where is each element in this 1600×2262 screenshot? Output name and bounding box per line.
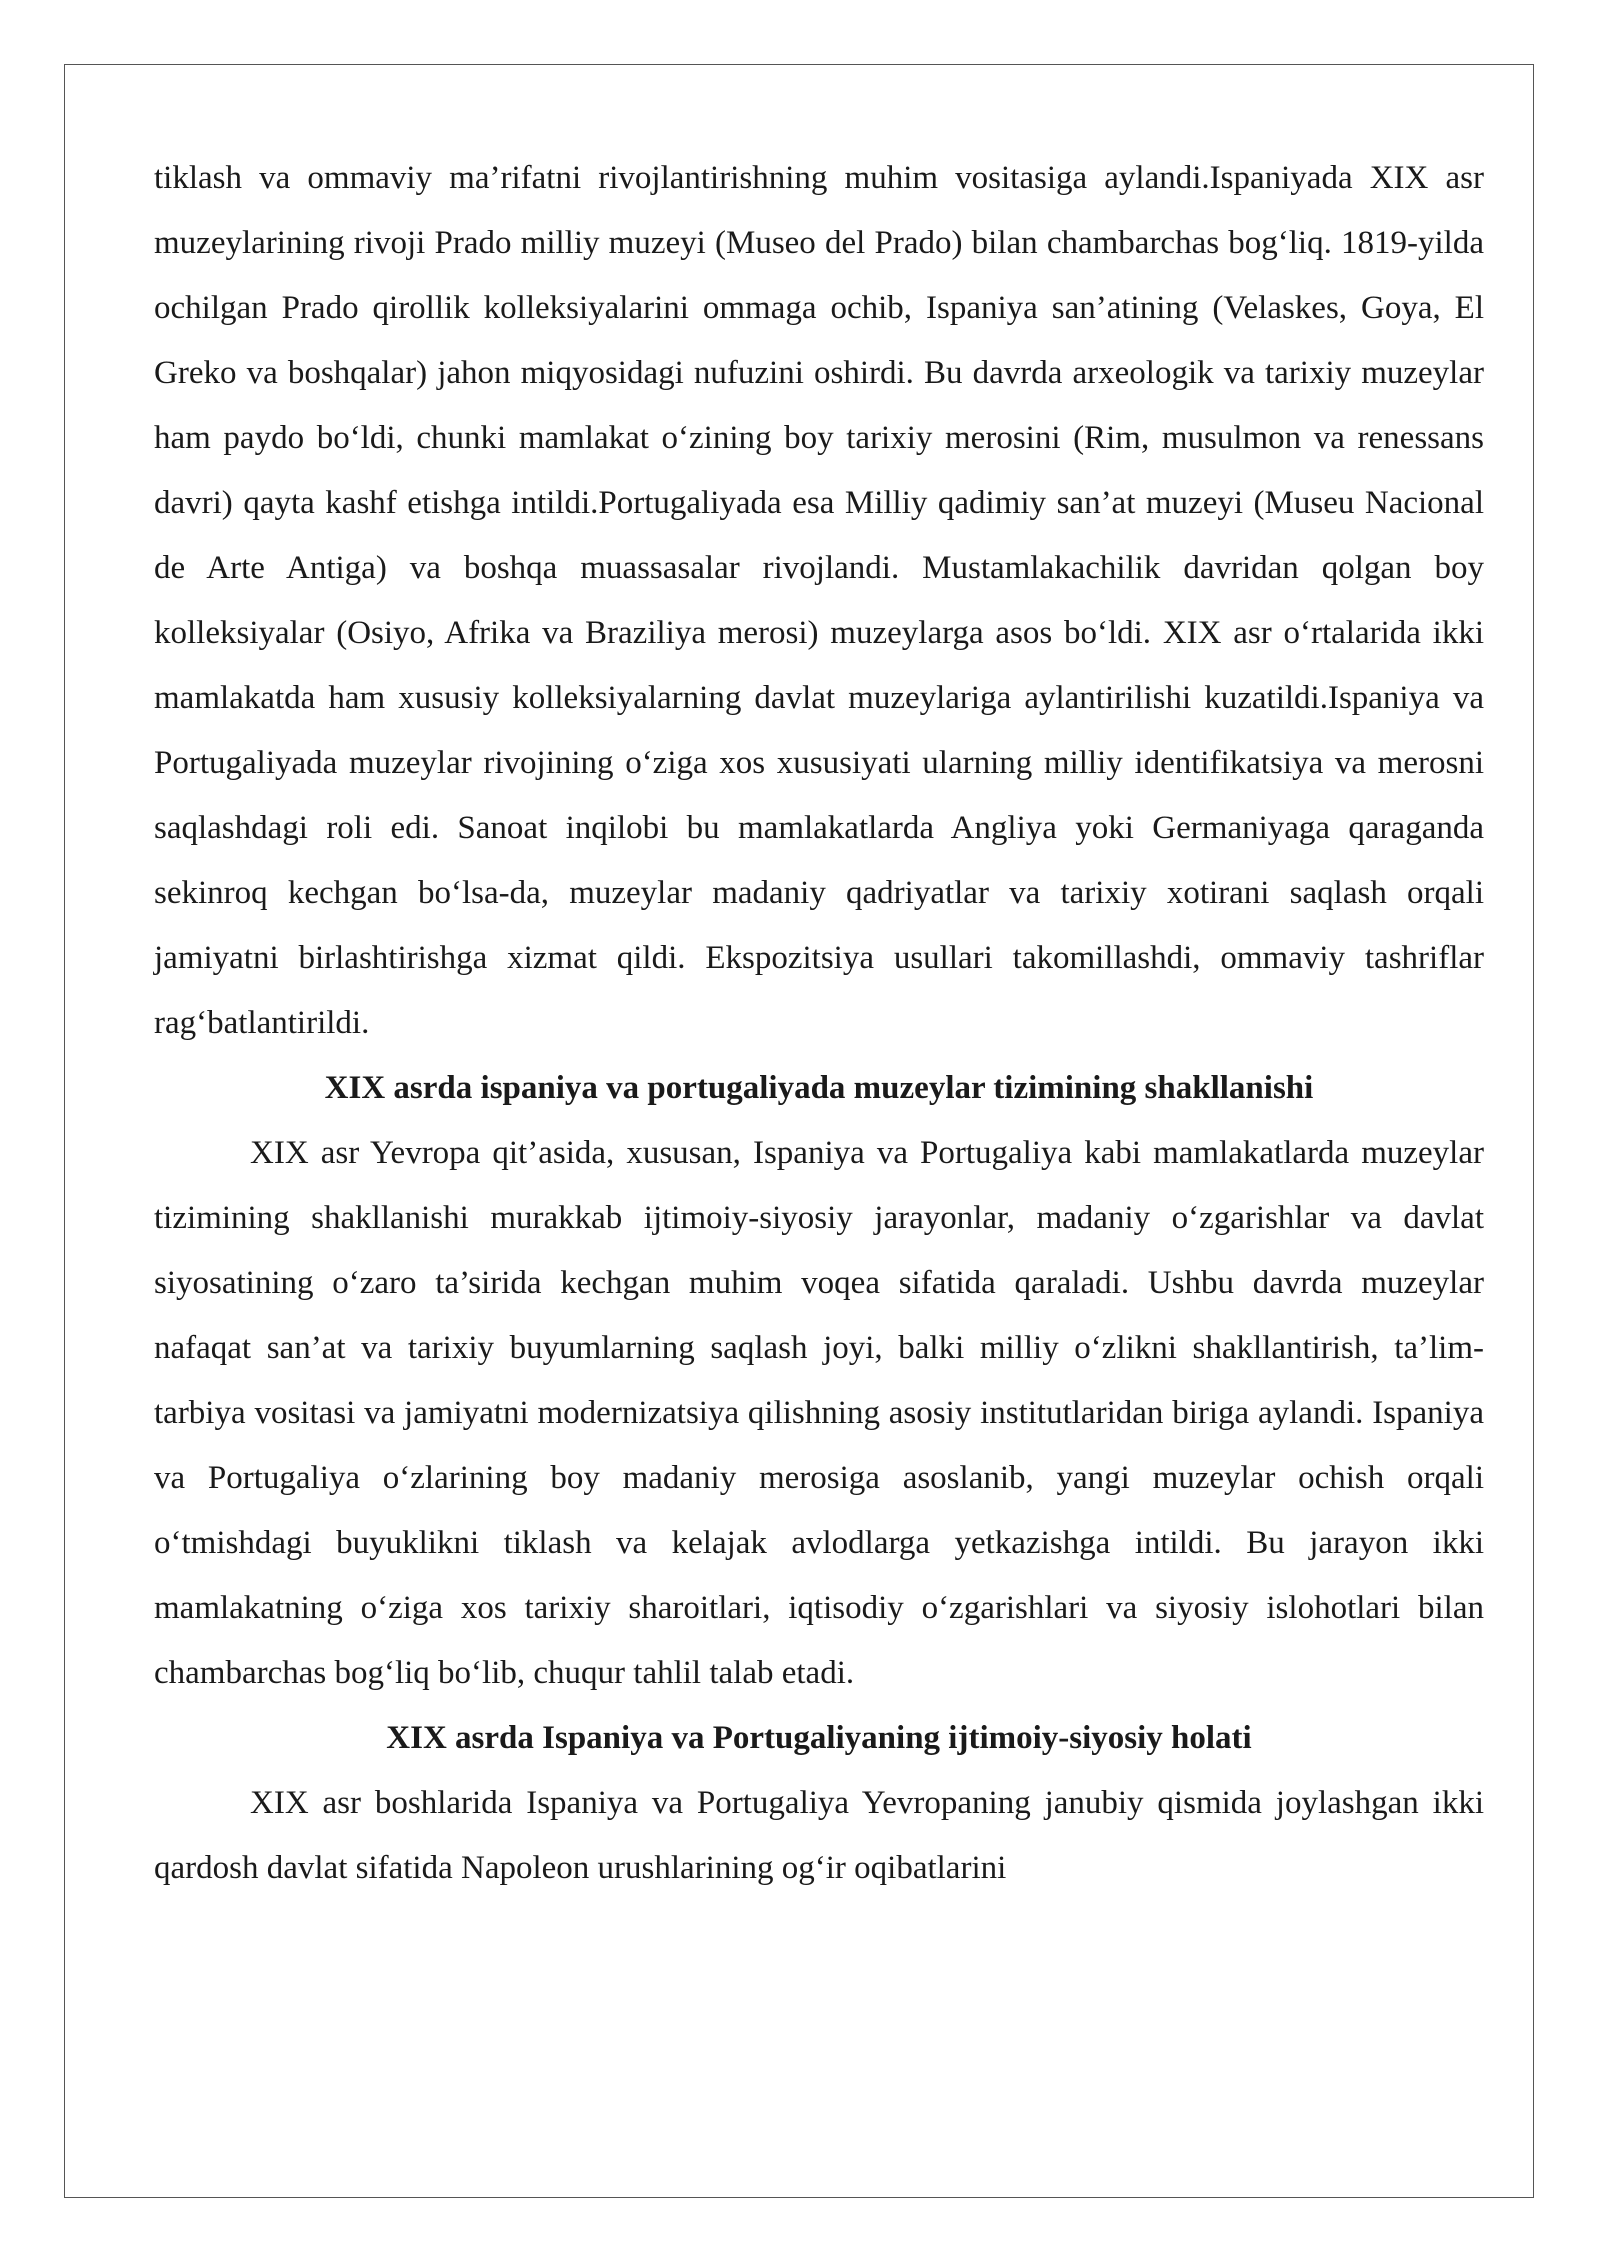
body-paragraph: XIX asr boshlarida Ispaniya va Portugaliya Yevropaning janubiy qismida joylashgan ikki qardosh davlat sifatida Napoleon urushlarining og‘ir oqibatlarini bbox=[154, 1785, 1484, 1886]
body-paragraph: XIX asr Yevropa qit’asida, xususan, Ispaniya va Portugaliya kabi mamlakatlarda muzeylar tizimining shakllanishi murakkab ijtimoiy-siyosiy jarayonlar, madaniy o‘zgarishlar va davlat siyosatining o‘zaro ta’sirida kechgan muhim voqea sifatida qaraladi. Ushbu davrda muzeylar nafaqat san’at va tarixiy buyumlarning saqlash joyi, balki milliy o‘zlikni shakllantirish, ta’lim-tarbiya vositasi va jamiyatni modernizatsiya qilishning asosiy institutlaridan biriga aylandi. Ispaniya va Portugaliya o‘zlarining boy madaniy merosiga asoslanib, yangi muzeylar ochish orqali o‘tmishdagi buyuklikni tiklash va kelajak avlodlarga yetkazishga intildi. Bu jarayon ikki mamlakatning o‘ziga xos tarixiy sharoitlari, iqtisodiy o‘zgarishlari va siyosiy islohotlari bilan chambarchas bog‘liq bo‘lib, chuqur tahlil talab etadi. bbox=[154, 1135, 1484, 1691]
document-body bbox=[154, 146, 1484, 1901]
body-paragraph: tiklash va ommaviy ma’rifatni rivojlantirishning muhim vositasiga aylandi.Ispaniyada XIX asr muzeylarining rivoji Prado milliy muzeyi (Museo del Prado) bilan chambarchas bog‘liq. 1819-yilda ochilgan Prado qirollik kolleksiyalarini ommaga ochib, Ispaniya san’atining (Velaskes, Goya, El Greko va boshqalar) jahon miqyosidagi nufuzini oshirdi. Bu davrda arxeologik va tarixiy muzeylar ham paydo bo‘ldi, chunki mamlakat o‘zining boy tarixiy merosini (Rim, musulmon va renessans davri) qayta kashf etishga intildi.Portugaliyada esa Milliy qadimiy san’at muzeyi (Museu Nacional de Arte Antiga) va boshqa muassasalar rivojlandi. Mustamlakachilik davridan qolgan boy kolleksiyalar (Osiyo, Afrika va Braziliya merosi) muzeylarga asos bo‘ldi. XIX asr o‘rtalarida ikki mamlakatda ham xususiy kolleksiyalarning davlat muzeylariga aylantirilishi kuzatildi.Ispaniya va Portugaliyada muzeylar rivojining o‘ziga xos xususiyati ularning milliy identifikatsiya va merosni saqlashdagi roli edi. Sanoat inqilobi bu mamlakatlarda Angliya yoki Germaniyaga qaraganda sekinroq kechgan bo‘lsa-da, muzeylar madaniy qadriyatlar va tarixiy xotirani saqlash orqali jamiyatni birlashtirishga xizmat qildi. Ekspozitsiya usullari takomillashdi, ommaviy tashriflar rag‘batlantirildi. bbox=[154, 160, 1484, 1041]
section-heading: XIX asrda ispaniya va portugaliyada muzeylar tizimining shakllanishi bbox=[324, 1070, 1314, 1106]
section-heading: XIX asrda Ispaniya va Portugaliyaning ijtimoiy-siyosiy holati bbox=[386, 1720, 1252, 1756]
